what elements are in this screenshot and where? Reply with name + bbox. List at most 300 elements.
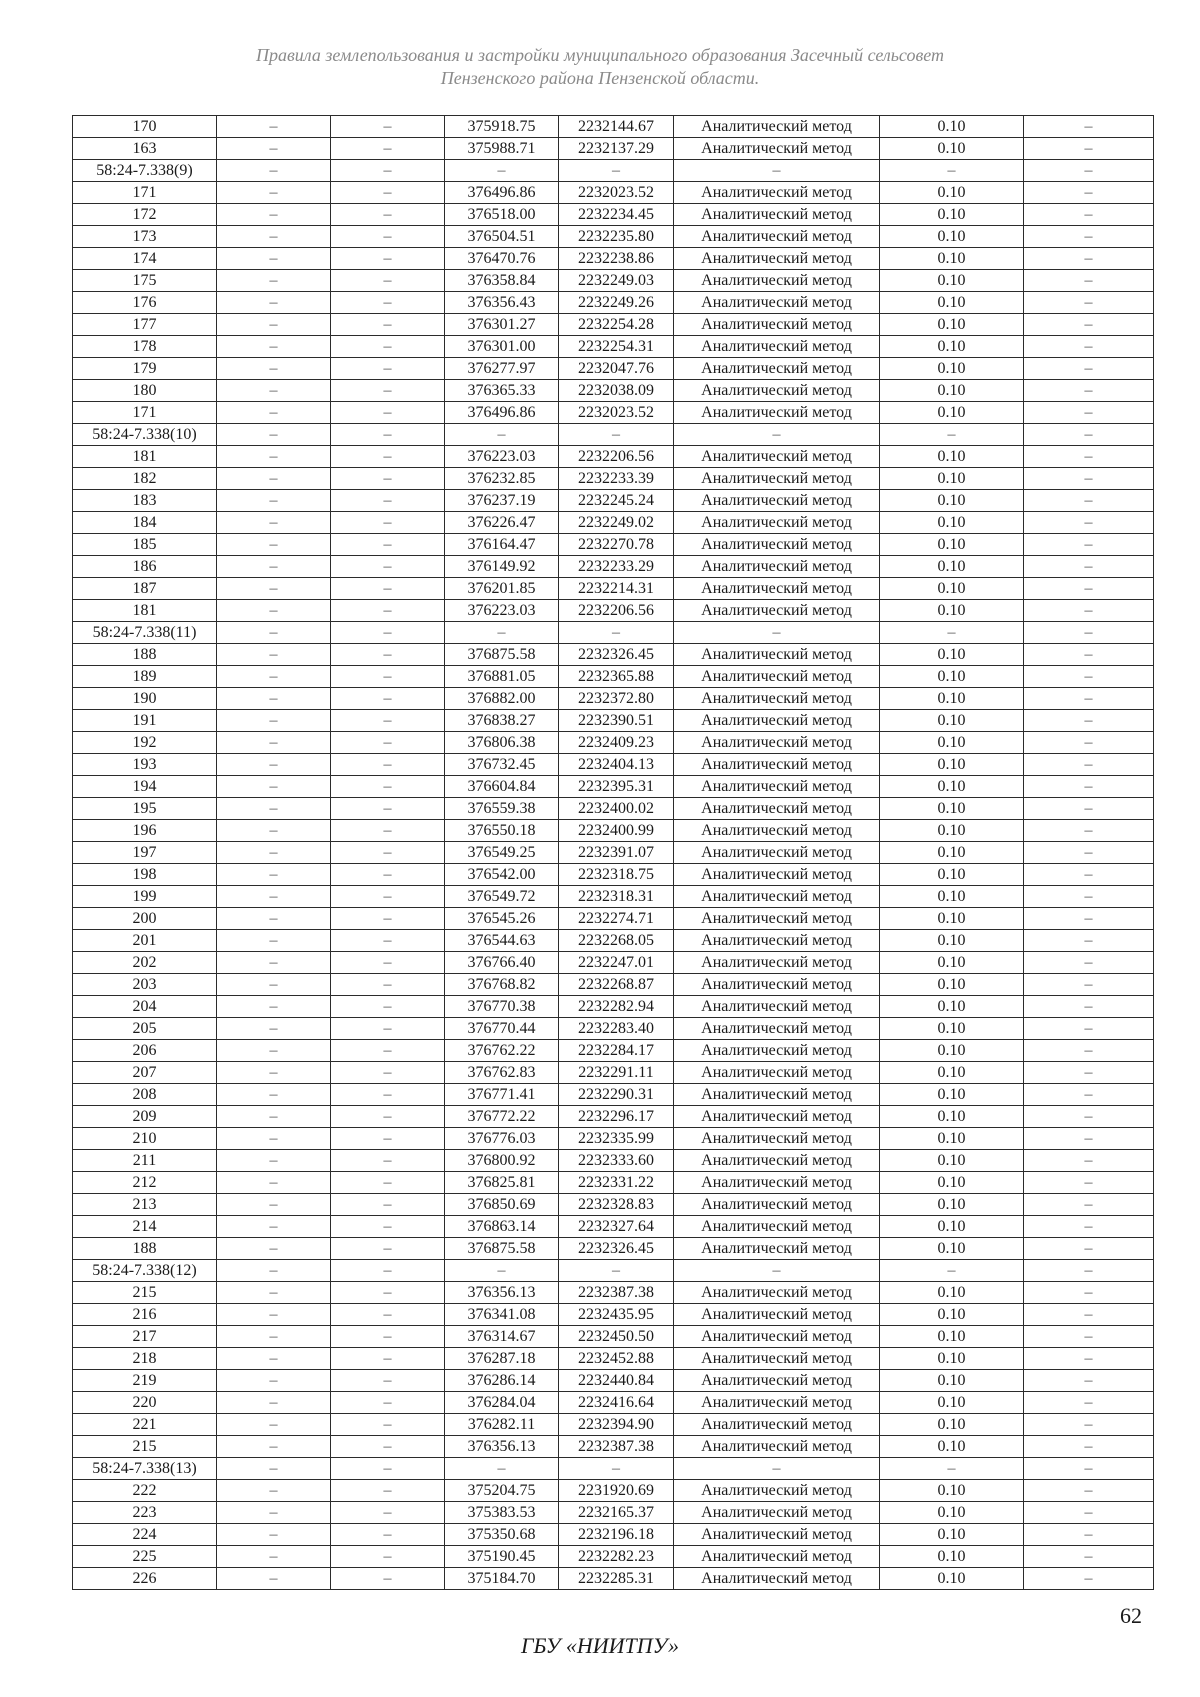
method-cell: Аналитический метод (674, 446, 880, 468)
empty-cell: – (217, 1326, 331, 1348)
point-number-cell: 184 (73, 512, 217, 534)
point-number-cell: 213 (73, 1194, 217, 1216)
y-coordinate-cell: 2232327.64 (559, 1216, 674, 1238)
x-coordinate-cell: – (445, 160, 559, 182)
empty-cell: – (1024, 270, 1154, 292)
table-row (73, 1524, 1154, 1546)
empty-cell: – (331, 490, 445, 512)
empty-cell: – (1024, 666, 1154, 688)
method-cell: Аналитический метод (674, 336, 880, 358)
accuracy-cell: 0.10 (880, 1436, 1024, 1458)
empty-cell: – (1024, 1458, 1154, 1480)
empty-cell: – (217, 732, 331, 754)
table-row (73, 468, 1154, 490)
method-cell: Аналитический метод (674, 1040, 880, 1062)
empty-cell: – (331, 1568, 445, 1590)
y-coordinate-cell: 2232335.99 (559, 1128, 674, 1150)
coordinates-table (72, 115, 1154, 1590)
empty-cell: – (331, 468, 445, 490)
empty-cell: – (1024, 754, 1154, 776)
empty-cell: – (331, 666, 445, 688)
method-cell: Аналитический метод (674, 1436, 880, 1458)
point-number-cell: 181 (73, 446, 217, 468)
section-number-cell: 58:24-7.338(11) (73, 622, 217, 644)
point-number-cell: 179 (73, 358, 217, 380)
point-number-cell: 209 (73, 1106, 217, 1128)
point-number-cell: 178 (73, 336, 217, 358)
table-row (73, 248, 1154, 270)
empty-cell: – (217, 1194, 331, 1216)
footer-organization: ГБУ «НИИТПУ» (520, 1633, 680, 1658)
y-coordinate-cell: 2232318.31 (559, 886, 674, 908)
empty-cell: – (331, 512, 445, 534)
y-coordinate-cell: 2232452.88 (559, 1348, 674, 1370)
coordinates-table-body (73, 116, 1154, 1590)
point-number-cell: 204 (73, 996, 217, 1018)
empty-cell: – (331, 314, 445, 336)
empty-cell: – (217, 710, 331, 732)
empty-cell: – (331, 1502, 445, 1524)
method-cell: Аналитический метод (674, 468, 880, 490)
empty-cell: – (331, 578, 445, 600)
empty-cell: – (331, 292, 445, 314)
empty-cell: – (217, 1348, 331, 1370)
x-coordinate-cell: 376282.11 (445, 1414, 559, 1436)
y-coordinate-cell: 2232326.45 (559, 1238, 674, 1260)
point-number-cell: 180 (73, 380, 217, 402)
empty-cell: – (331, 226, 445, 248)
empty-cell: – (217, 644, 331, 666)
empty-cell: – (331, 1370, 445, 1392)
x-coordinate-cell: 375204.75 (445, 1480, 559, 1502)
empty-cell: – (331, 710, 445, 732)
y-coordinate-cell: 2232333.60 (559, 1150, 674, 1172)
x-coordinate-cell: 376277.97 (445, 358, 559, 380)
accuracy-cell: 0.10 (880, 1568, 1024, 1590)
point-number-cell: 201 (73, 930, 217, 952)
empty-cell: – (1024, 1172, 1154, 1194)
y-coordinate-cell: – (559, 1260, 674, 1282)
empty-cell: – (331, 1260, 445, 1282)
empty-cell: – (217, 1370, 331, 1392)
empty-cell: – (1024, 1062, 1154, 1084)
empty-cell: – (331, 1524, 445, 1546)
empty-cell: – (1024, 1238, 1154, 1260)
empty-cell: – (331, 424, 445, 446)
table-row (73, 204, 1154, 226)
method-cell: Аналитический метод (674, 358, 880, 380)
method-cell: – (674, 1458, 880, 1480)
empty-cell: – (331, 1150, 445, 1172)
table-row (73, 1062, 1154, 1084)
empty-cell: – (331, 1546, 445, 1568)
empty-cell: – (217, 864, 331, 886)
x-coordinate-cell: 376882.00 (445, 688, 559, 710)
x-coordinate-cell: 376762.22 (445, 1040, 559, 1062)
empty-cell: – (217, 358, 331, 380)
empty-cell: – (331, 1348, 445, 1370)
accuracy-cell: 0.10 (880, 1084, 1024, 1106)
accuracy-cell: 0.10 (880, 842, 1024, 864)
empty-cell: – (331, 996, 445, 1018)
method-cell: Аналитический метод (674, 688, 880, 710)
empty-cell: – (1024, 1106, 1154, 1128)
empty-cell: – (1024, 1018, 1154, 1040)
point-number-cell: 197 (73, 842, 217, 864)
x-coordinate-cell: 376356.13 (445, 1436, 559, 1458)
table-row (73, 1150, 1154, 1172)
y-coordinate-cell: 2232391.07 (559, 842, 674, 864)
table-row (73, 974, 1154, 996)
empty-cell: – (217, 1392, 331, 1414)
x-coordinate-cell: 376223.03 (445, 600, 559, 622)
method-cell: Аналитический метод (674, 1128, 880, 1150)
empty-cell: – (1024, 138, 1154, 160)
point-number-cell: 192 (73, 732, 217, 754)
empty-cell: – (1024, 622, 1154, 644)
x-coordinate-cell: 376358.84 (445, 270, 559, 292)
method-cell: Аналитический метод (674, 1568, 880, 1590)
method-cell: Аналитический метод (674, 490, 880, 512)
table-row (73, 1436, 1154, 1458)
x-coordinate-cell: – (445, 1458, 559, 1480)
table-row (73, 490, 1154, 512)
empty-cell: – (1024, 578, 1154, 600)
table-row (73, 512, 1154, 534)
accuracy-cell: 0.10 (880, 1216, 1024, 1238)
method-cell: Аналитический метод (674, 1062, 880, 1084)
empty-cell: – (217, 490, 331, 512)
table-row (73, 556, 1154, 578)
point-number-cell: 200 (73, 908, 217, 930)
method-cell: Аналитический метод (674, 644, 880, 666)
table-row (73, 578, 1154, 600)
empty-cell: – (217, 512, 331, 534)
accuracy-cell: 0.10 (880, 1546, 1024, 1568)
x-coordinate-cell: 376762.83 (445, 1062, 559, 1084)
table-row (73, 996, 1154, 1018)
method-cell: Аналитический метод (674, 1238, 880, 1260)
empty-cell: – (217, 886, 331, 908)
accuracy-cell: 0.10 (880, 226, 1024, 248)
empty-cell: – (1024, 424, 1154, 446)
method-cell: Аналитический метод (674, 864, 880, 886)
empty-cell: – (217, 688, 331, 710)
section-number-cell: 58:24-7.338(13) (73, 1458, 217, 1480)
empty-cell: – (1024, 1546, 1154, 1568)
point-number-cell: 163 (73, 138, 217, 160)
empty-cell: – (331, 160, 445, 182)
y-coordinate-cell: 2232214.31 (559, 578, 674, 600)
point-number-cell: 171 (73, 402, 217, 424)
method-cell: Аналитический метод (674, 1084, 880, 1106)
empty-cell: – (217, 160, 331, 182)
empty-cell: – (331, 1084, 445, 1106)
x-coordinate-cell: 376559.38 (445, 798, 559, 820)
point-number-cell: 188 (73, 1238, 217, 1260)
empty-cell: – (1024, 1194, 1154, 1216)
empty-cell: – (331, 182, 445, 204)
table-row (73, 1282, 1154, 1304)
point-number-cell: 172 (73, 204, 217, 226)
table-row (73, 754, 1154, 776)
point-number-cell: 224 (73, 1524, 217, 1546)
table-row (73, 446, 1154, 468)
empty-cell: – (1024, 446, 1154, 468)
empty-cell: – (217, 1304, 331, 1326)
empty-cell: – (1024, 600, 1154, 622)
empty-cell: – (331, 930, 445, 952)
empty-cell: – (331, 1040, 445, 1062)
empty-cell: – (217, 820, 331, 842)
point-number-cell: 218 (73, 1348, 217, 1370)
accuracy-cell: 0.10 (880, 336, 1024, 358)
accuracy-cell: 0.10 (880, 314, 1024, 336)
point-number-cell: 210 (73, 1128, 217, 1150)
x-coordinate-cell: 375190.45 (445, 1546, 559, 1568)
point-number-cell: 208 (73, 1084, 217, 1106)
point-number-cell: 222 (73, 1480, 217, 1502)
y-coordinate-cell: 2232282.94 (559, 996, 674, 1018)
x-coordinate-cell: 376825.81 (445, 1172, 559, 1194)
y-coordinate-cell: 2232023.52 (559, 182, 674, 204)
x-coordinate-cell: 376863.14 (445, 1216, 559, 1238)
y-coordinate-cell: 2232400.02 (559, 798, 674, 820)
accuracy-cell: 0.10 (880, 204, 1024, 226)
x-coordinate-cell: 376356.43 (445, 292, 559, 314)
table-row (73, 402, 1154, 424)
y-coordinate-cell: 2232328.83 (559, 1194, 674, 1216)
y-coordinate-cell: 2232372.80 (559, 688, 674, 710)
method-cell: Аналитический метод (674, 842, 880, 864)
empty-cell: – (217, 930, 331, 952)
empty-cell: – (217, 1128, 331, 1150)
empty-cell: – (1024, 952, 1154, 974)
y-coordinate-cell: 2232409.23 (559, 732, 674, 754)
y-coordinate-cell: 2232268.05 (559, 930, 674, 952)
y-coordinate-cell: 2232233.29 (559, 556, 674, 578)
x-coordinate-cell: 376286.14 (445, 1370, 559, 1392)
x-coordinate-cell: 376496.86 (445, 182, 559, 204)
table-row (73, 666, 1154, 688)
point-number-cell: 190 (73, 688, 217, 710)
table-row (73, 182, 1154, 204)
x-coordinate-cell: 376549.72 (445, 886, 559, 908)
empty-cell: – (1024, 1436, 1154, 1458)
empty-cell: – (1024, 358, 1154, 380)
empty-cell: – (331, 688, 445, 710)
empty-cell: – (331, 754, 445, 776)
empty-cell: – (331, 1216, 445, 1238)
section-number-cell: 58:24-7.338(9) (73, 160, 217, 182)
method-cell: Аналитический метод (674, 116, 880, 138)
empty-cell: – (217, 1414, 331, 1436)
y-coordinate-cell: 2232331.22 (559, 1172, 674, 1194)
empty-cell: – (1024, 160, 1154, 182)
accuracy-cell: 0.10 (880, 974, 1024, 996)
x-coordinate-cell: 376800.92 (445, 1150, 559, 1172)
point-number-cell: 185 (73, 534, 217, 556)
empty-cell: – (1024, 1150, 1154, 1172)
empty-cell: – (1024, 864, 1154, 886)
method-cell: Аналитический метод (674, 776, 880, 798)
empty-cell: – (1024, 644, 1154, 666)
empty-cell: – (217, 1172, 331, 1194)
method-cell: Аналитический метод (674, 820, 880, 842)
table-row (73, 1128, 1154, 1150)
x-coordinate-cell: 376232.85 (445, 468, 559, 490)
method-cell: Аналитический метод (674, 182, 880, 204)
method-cell: Аналитический метод (674, 600, 880, 622)
accuracy-cell: 0.10 (880, 1150, 1024, 1172)
accuracy-cell: 0.10 (880, 908, 1024, 930)
empty-cell: – (217, 314, 331, 336)
method-cell: Аналитический метод (674, 886, 880, 908)
empty-cell: – (331, 952, 445, 974)
x-coordinate-cell: 376766.40 (445, 952, 559, 974)
table-row (73, 1216, 1154, 1238)
accuracy-cell: 0.10 (880, 732, 1024, 754)
x-coordinate-cell: 376550.18 (445, 820, 559, 842)
method-cell: Аналитический метод (674, 1546, 880, 1568)
empty-cell: – (331, 1304, 445, 1326)
point-number-cell: 195 (73, 798, 217, 820)
accuracy-cell: 0.10 (880, 182, 1024, 204)
empty-cell: – (331, 974, 445, 996)
x-coordinate-cell: 376223.03 (445, 446, 559, 468)
accuracy-cell: 0.10 (880, 1194, 1024, 1216)
y-coordinate-cell: 2232291.11 (559, 1062, 674, 1084)
accuracy-cell: 0.10 (880, 864, 1024, 886)
x-coordinate-cell: 376164.47 (445, 534, 559, 556)
y-coordinate-cell: 2232047.76 (559, 358, 674, 380)
table-row (73, 116, 1154, 138)
y-coordinate-cell: 2232435.95 (559, 1304, 674, 1326)
empty-cell: – (217, 1062, 331, 1084)
header-line-2: Пензенского района Пензенской области. (440, 68, 760, 88)
empty-cell: – (331, 402, 445, 424)
y-coordinate-cell: 2232404.13 (559, 754, 674, 776)
point-number-cell: 188 (73, 644, 217, 666)
empty-cell: – (331, 534, 445, 556)
accuracy-cell: 0.10 (880, 1172, 1024, 1194)
table-row (73, 380, 1154, 402)
y-coordinate-cell: 2232144.67 (559, 116, 674, 138)
accuracy-cell: 0.10 (880, 402, 1024, 424)
x-coordinate-cell: 375988.71 (445, 138, 559, 160)
method-cell: Аналитический метод (674, 1326, 880, 1348)
method-cell: Аналитический метод (674, 1480, 880, 1502)
y-coordinate-cell: 2232390.51 (559, 710, 674, 732)
empty-cell: – (217, 1150, 331, 1172)
accuracy-cell: 0.10 (880, 1524, 1024, 1546)
empty-cell: – (1024, 314, 1154, 336)
accuracy-cell: 0.10 (880, 820, 1024, 842)
y-coordinate-cell: 2232440.84 (559, 1370, 674, 1392)
empty-cell: – (217, 534, 331, 556)
empty-cell: – (217, 556, 331, 578)
y-coordinate-cell: 2232394.90 (559, 1414, 674, 1436)
method-cell: Аналитический метод (674, 1106, 880, 1128)
table-row (73, 1040, 1154, 1062)
y-coordinate-cell: 2232268.87 (559, 974, 674, 996)
x-coordinate-cell: 376542.00 (445, 864, 559, 886)
empty-cell: – (1024, 1216, 1154, 1238)
empty-cell: – (1024, 886, 1154, 908)
x-coordinate-cell: 376314.67 (445, 1326, 559, 1348)
accuracy-cell: 0.10 (880, 1106, 1024, 1128)
empty-cell: – (217, 468, 331, 490)
table-row (73, 1546, 1154, 1568)
y-coordinate-cell: 2232245.24 (559, 490, 674, 512)
accuracy-cell: 0.10 (880, 688, 1024, 710)
empty-cell: – (1024, 534, 1154, 556)
accuracy-cell: 0.10 (880, 930, 1024, 952)
x-coordinate-cell: 375184.70 (445, 1568, 559, 1590)
point-number-cell: 199 (73, 886, 217, 908)
section-row (73, 1458, 1154, 1480)
empty-cell: – (331, 644, 445, 666)
y-coordinate-cell: 2232137.29 (559, 138, 674, 160)
empty-cell: – (217, 226, 331, 248)
empty-cell: – (331, 358, 445, 380)
empty-cell: – (217, 1084, 331, 1106)
empty-cell: – (331, 908, 445, 930)
method-cell: Аналитический метод (674, 952, 880, 974)
empty-cell: – (217, 182, 331, 204)
method-cell: Аналитический метод (674, 226, 880, 248)
table-row (73, 1304, 1154, 1326)
point-number-cell: 215 (73, 1436, 217, 1458)
empty-cell: – (217, 996, 331, 1018)
point-number-cell: 215 (73, 1282, 217, 1304)
accuracy-cell: 0.10 (880, 996, 1024, 1018)
y-coordinate-cell: – (559, 424, 674, 446)
method-cell: Аналитический метод (674, 732, 880, 754)
empty-cell: – (217, 776, 331, 798)
y-coordinate-cell: 2232326.45 (559, 644, 674, 666)
empty-cell: – (1024, 1348, 1154, 1370)
empty-cell: – (331, 446, 445, 468)
x-coordinate-cell: 376770.44 (445, 1018, 559, 1040)
empty-cell: – (331, 732, 445, 754)
empty-cell: – (331, 776, 445, 798)
method-cell: Аналитический метод (674, 996, 880, 1018)
empty-cell: – (1024, 908, 1154, 930)
accuracy-cell: 0.10 (880, 446, 1024, 468)
empty-cell: – (217, 402, 331, 424)
x-coordinate-cell: 376768.82 (445, 974, 559, 996)
empty-cell: – (217, 666, 331, 688)
section-row (73, 622, 1154, 644)
page-number: 62 (1120, 1603, 1142, 1628)
empty-cell: – (217, 1040, 331, 1062)
empty-cell: – (217, 424, 331, 446)
empty-cell: – (331, 1194, 445, 1216)
empty-cell: – (331, 1062, 445, 1084)
y-coordinate-cell: 2232283.40 (559, 1018, 674, 1040)
accuracy-cell: 0.10 (880, 380, 1024, 402)
y-coordinate-cell: 2232254.28 (559, 314, 674, 336)
x-coordinate-cell: 376470.76 (445, 248, 559, 270)
method-cell: Аналитический метод (674, 1304, 880, 1326)
table-row (73, 358, 1154, 380)
y-coordinate-cell: 2232296.17 (559, 1106, 674, 1128)
y-coordinate-cell: 2231920.69 (559, 1480, 674, 1502)
point-number-cell: 226 (73, 1568, 217, 1590)
table-row (73, 138, 1154, 160)
accuracy-cell: – (880, 160, 1024, 182)
